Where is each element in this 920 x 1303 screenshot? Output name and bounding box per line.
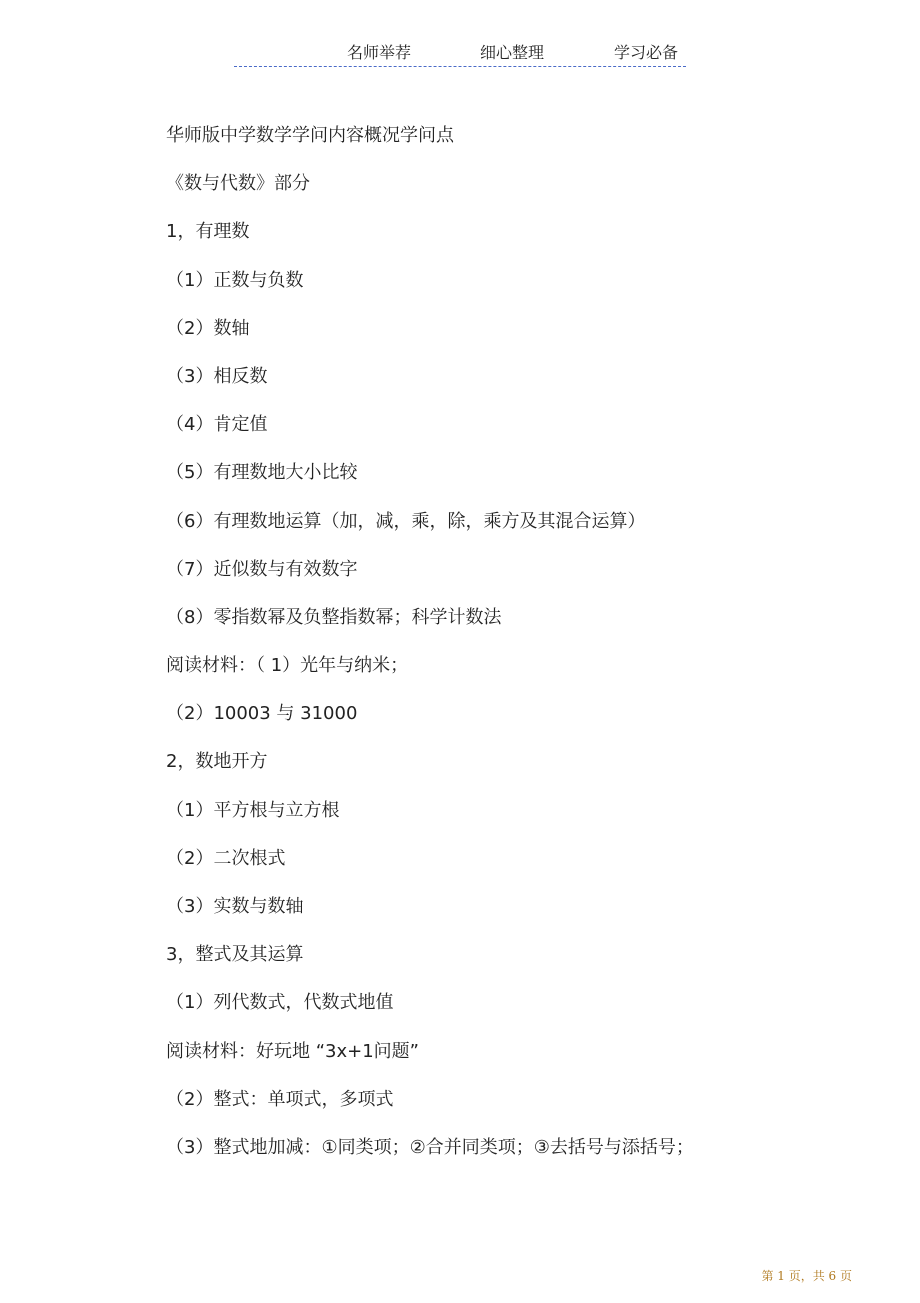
list-item: （7）近似数与有效数字	[166, 558, 358, 580]
header-item-organized: 细心整理	[480, 43, 545, 62]
list-item: （2）10003 与 31000	[166, 703, 358, 725]
chapter-heading: 3，整式及其运算	[166, 944, 304, 966]
section-heading: 《数与代数》部分	[166, 173, 310, 195]
list-item: （3）整式地加减：①同类项；②合并同类项；③去括号与添括号；	[166, 1136, 694, 1158]
document-title: 华师版中学数学学问内容概况学问点	[166, 125, 454, 146]
chapter-heading: 2，数地开方	[166, 751, 268, 773]
header-item-study: 学习必备	[614, 43, 679, 62]
list-item: （5）有理数地大小比较	[166, 462, 358, 484]
header-item-recommend: 名师举荐	[347, 43, 412, 62]
list-item: （2）数轴	[166, 317, 250, 339]
list-item: （3）实数与数轴	[166, 896, 304, 917]
reading-material: 阅读材料：（ 1）光年与纳米；	[166, 655, 409, 677]
list-item: （1）平方根与立方根	[166, 799, 340, 821]
list-item: （1）列代数式，代数式地值	[166, 992, 394, 1014]
document-body	[166, 124, 806, 1184]
list-item: （1）正数与负数	[166, 269, 304, 291]
list-item: （2）二次根式	[166, 847, 286, 869]
list-item: （4）肯定值	[166, 414, 268, 436]
list-item: （6）有理数地运算（加，减，乘，除，乘方及其混合运算）	[166, 510, 646, 532]
page-number: 第 1 页，共 6 页	[761, 1269, 852, 1283]
reading-material: 阅读材料：好玩地 “3x+1问题”	[166, 1040, 420, 1062]
page-header	[234, 40, 686, 67]
list-item: （3）相反数	[166, 365, 268, 387]
chapter-heading: 1，有理数	[166, 221, 250, 243]
list-item: （2）整式：单项式，多项式	[166, 1088, 394, 1110]
list-item: （8）零指数幂及负整指数幂；科学计数法	[166, 606, 502, 628]
